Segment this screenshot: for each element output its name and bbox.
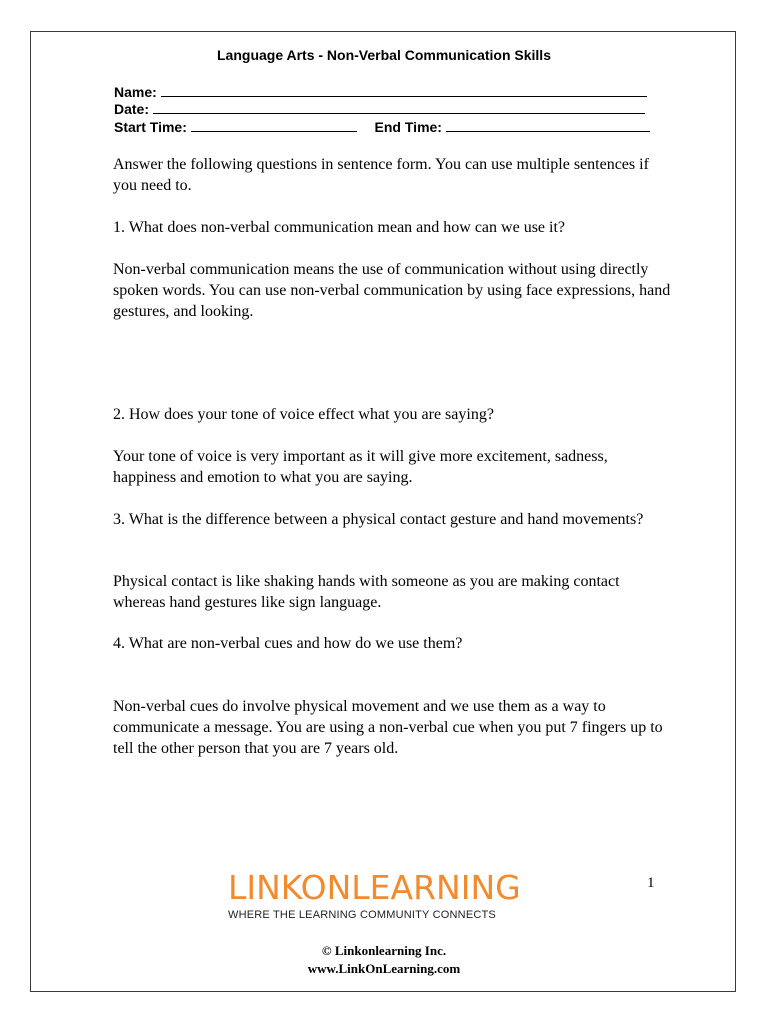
start-time-underline — [191, 119, 357, 132]
start-time-label: Start Time: — [114, 119, 187, 135]
logo-tagline: WHERE THE LEARNING COMMUNITY CONNECTS — [228, 909, 496, 921]
page-number: 1 — [647, 875, 655, 891]
name-label: Name: — [114, 84, 157, 100]
question-3: 3. What is the difference between a physical contact gesture and hand movements? — [113, 511, 644, 528]
footer-website: www.LinkOnLearning.com — [307, 961, 461, 976]
name-underline — [161, 84, 647, 97]
page-title: Language Arts - Non-Verbal Communication Skills — [217, 47, 551, 63]
logo-wordmark: LINKONLEARNING — [228, 868, 521, 907]
answer-2: Your tone of voice is very important as it will give more excitement, sadness, happiness and emotion to what you are saying. — [113, 448, 608, 486]
question-1: 1. What does non-verbal communication mean and how can we use it? — [113, 219, 566, 236]
end-time-underline — [446, 119, 650, 132]
end-time-label: End Time: — [374, 119, 442, 135]
answer-1: Non-verbal communication means the use of communication without using directly spoken words. You can use non-verbal communication by using face expressions, hand gestures, and looking. — [113, 261, 671, 320]
date-label: Date: — [114, 101, 150, 117]
time-fields — [114, 119, 650, 135]
answer-4: Non-verbal cues do involve physical movement and we use them as a way to communicate a message. You are using a non-verbal cue when you put 7 fingers up to tell the other person that you are 7 years old. — [113, 698, 663, 757]
answer-3: Physical contact is like shaking hands with someone as you are making contact whereas hand gestures like sign language. — [113, 573, 620, 611]
date-underline — [153, 101, 645, 114]
question-2: 2. How does your tone of voice effect what you are saying? — [113, 406, 494, 423]
footer-copyright: © Linkonlearning Inc. — [321, 943, 447, 958]
date-field — [114, 101, 645, 117]
instructions: Answer the following questions in sentence form. You can use multiple sentences if you need to. — [113, 156, 649, 194]
question-4: 4. What are non-verbal cues and how do we use them? — [113, 635, 463, 652]
linkonlearning-logo — [228, 868, 528, 922]
name-field — [114, 84, 647, 100]
